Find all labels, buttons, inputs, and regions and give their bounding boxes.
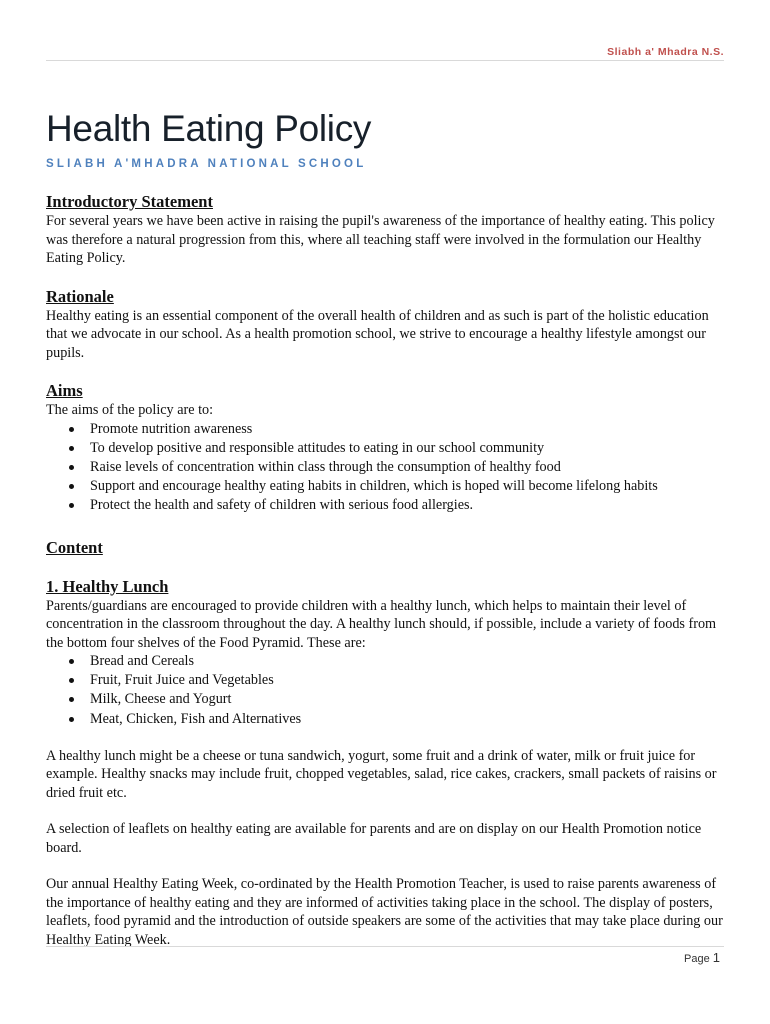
healthy-lunch-text: Parents/guardians are encouraged to provide children with a healthy lunch, which helps to maintain their level of concentration in the classroom throughout the day. A healthy lunch should, if possible, include a variety of foods from the bottom four shelves of the Food Pyramid. These are: bbox=[46, 597, 717, 651]
aims-list bbox=[46, 420, 726, 516]
leaflets-paragraph: A selection of leaflets on healthy eating are available for parents and are on display on our Health Promotion notice board. bbox=[46, 821, 702, 856]
healthy-eating-week-paragraph: Our annual Healthy Eating Week, co-ordinated by the Health Promotion Teacher, is used to raise parents awareness of the importance of healthy eating and they are informed of activities taking place in the school. The display of posters, leaflets, food pyramid and the introduction of outside speakers are some of the activities that may take place during our Healthy Eating Week. bbox=[46, 876, 723, 948]
list-item: Protect the health and safety of children with serious food allergies. bbox=[90, 496, 726, 515]
document-title: Health Eating Policy bbox=[46, 108, 372, 149]
food-list bbox=[46, 652, 726, 729]
header-divider bbox=[46, 60, 724, 61]
list-item: Raise levels of concentration within class through the consumption of healthy food bbox=[90, 458, 726, 477]
document-subtitle: SLIABH A'MHADRA NATIONAL SCHOOL bbox=[46, 158, 367, 170]
footer-divider bbox=[46, 946, 724, 947]
page-number: 1 bbox=[712, 950, 720, 965]
list-item: Fruit, Fruit Juice and Vegetables bbox=[90, 671, 726, 690]
list-item: Meat, Chicken, Fish and Alternatives bbox=[90, 710, 726, 729]
page-label: Page bbox=[684, 953, 710, 965]
page-footer bbox=[684, 950, 720, 965]
list-item: To develop positive and responsible attitudes to eating in our school community bbox=[90, 439, 726, 458]
rationale-text: Healthy eating is an essential component of the overall health of children and as such is part of the holistic education that we advocate in our school. As a health promotion school, we strive to encourage a healthy lifestyle amongst our pupils. bbox=[46, 307, 709, 361]
healthy-lunch-heading: 1. Healthy Lunch bbox=[46, 576, 169, 596]
list-item: Promote nutrition awareness bbox=[90, 420, 726, 439]
list-item: Support and encourage healthy eating habits in children, which is hoped will become lifelong habits bbox=[90, 477, 726, 496]
introductory-text: For several years we have been active in raising the pupil's awareness of the importance of healthy eating. This policy was therefore a natural progression from this, where all teaching staff were involved in the formulation our Healthy Eating Policy. bbox=[46, 213, 715, 266]
rationale-heading: Rationale bbox=[46, 286, 114, 306]
introductory-heading: Introductory Statement bbox=[46, 192, 213, 211]
aims-heading: Aims bbox=[46, 381, 83, 400]
document-body bbox=[46, 192, 726, 949]
running-header: Sliabh a' Mhadra N.S. bbox=[607, 46, 724, 58]
list-item: Bread and Cereals bbox=[90, 652, 726, 671]
lunch-example-paragraph: A healthy lunch might be a cheese or tuna sandwich, yogurt, some fruit and a drink of water, milk or fruit juice for example. Healthy snacks may include fruit, chopped vegetables, salad, rice cakes, crackers, small packets of raisins or dried fruit etc. bbox=[46, 747, 717, 801]
aims-intro: The aims of the policy are to: bbox=[46, 402, 214, 418]
list-item: Milk, Cheese and Yogurt bbox=[90, 690, 726, 709]
content-heading: Content bbox=[46, 537, 103, 557]
